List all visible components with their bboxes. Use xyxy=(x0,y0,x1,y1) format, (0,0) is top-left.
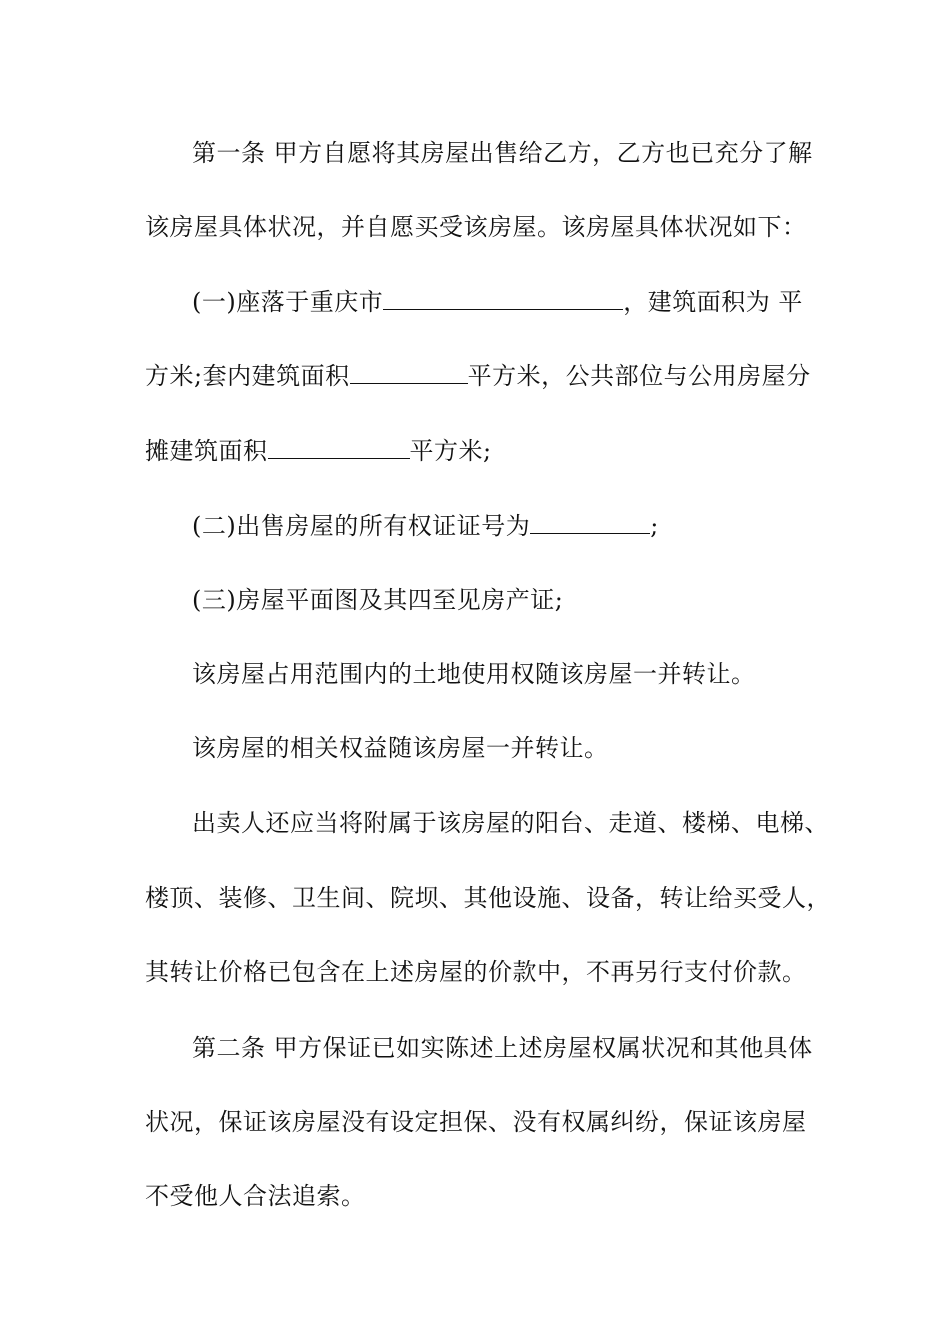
text-line: 不受他人合法追索。 xyxy=(145,1182,366,1210)
fill-in-blank-inner-area xyxy=(350,361,468,384)
text-line: 楼顶、装修、卫生间、院坝、其他设施、设备，转让给买受人， xyxy=(145,884,831,912)
text-line: (二)出售房屋的所有权证证号为 ; xyxy=(192,512,659,540)
text-line: 该房屋具体状况，并自愿买受该房屋。该房屋具体状况如下： xyxy=(145,213,807,241)
text-line: 第二条 甲方保证已如实陈述上述房屋权属状况和其他具体 xyxy=(192,1034,813,1062)
fill-in-blank-location xyxy=(383,287,623,310)
text-line: 第一条 甲方自愿将其房屋出售给乙方，乙方也已充分了解 xyxy=(192,139,813,167)
text-line: 该房屋的相关权益随该房屋一并转让。 xyxy=(192,734,609,762)
text-line: 出卖人还应当将附属于该房屋的阳台、走道、楼梯、电梯、 xyxy=(192,809,829,837)
fill-in-blank-shared-area xyxy=(268,436,410,459)
text-line: 摊建筑面积 平方米; xyxy=(145,437,492,465)
fill-in-blank-certificate-number xyxy=(530,511,650,534)
text-line: 方米;套内建筑面积 平方米，公共部位与公用房屋分 xyxy=(145,362,811,390)
text-line: 其转让价格已包含在上述房屋的价款中，不再另行支付价款。 xyxy=(145,958,807,986)
text-line: 状况，保证该房屋没有设定担保、没有权属纠纷，保证该房屋 xyxy=(145,1108,807,1136)
text-line: (一)座落于重庆市 ，建筑面积为 平 xyxy=(192,288,803,316)
text-line: (三)房屋平面图及其四至见房产证; xyxy=(192,586,564,614)
text-line: 该房屋占用范围内的土地使用权随该房屋一并转让。 xyxy=(192,660,756,688)
